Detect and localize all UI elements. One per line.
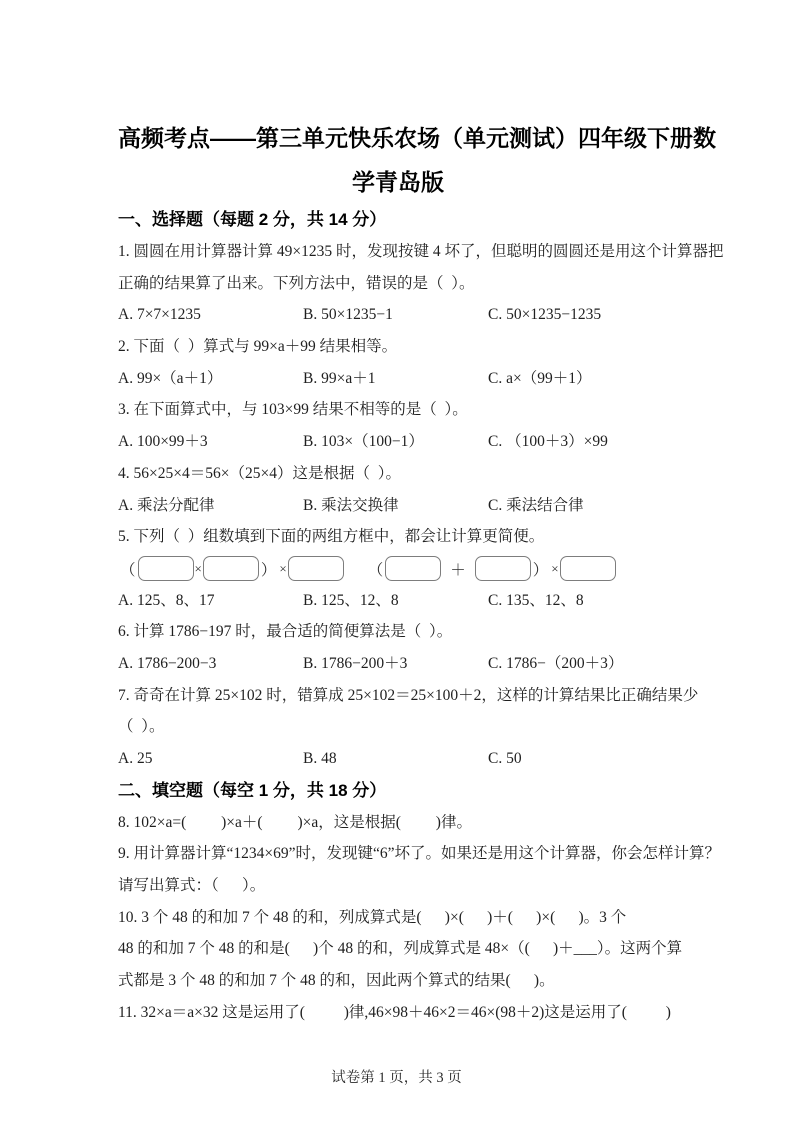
- question-5-options: [118, 585, 678, 617]
- question-10-line-2: 48 的和加 7 个 48 的和是( )个 48 的和，列成算式是 48×（( )＋___）。这两个算: [118, 940, 683, 958]
- question-3-text: 3. 在下面算式中，与 103×99 结果不相等的是（ ）。: [118, 401, 468, 419]
- blank-box-4: [385, 556, 441, 581]
- question-2-option-a: A. 99×（a＋1）: [118, 369, 223, 387]
- question-4-option-b: B. 乘法交换律: [303, 496, 399, 514]
- question-2-options: [118, 363, 678, 395]
- question-1-line-2: 正确的结果算了出来。下列方法中，错误的是（ ）。: [118, 274, 475, 292]
- multiply-sign: ×: [551, 560, 559, 576]
- question-7-option-b: B. 48: [303, 750, 337, 767]
- question-1-option-c: C. 50×1235−1235: [488, 306, 602, 324]
- multiply-sign: ×: [279, 560, 287, 576]
- question-6-text: 6. 计算 1786−197 时，最合适的简便算法是（ ）。: [118, 623, 453, 641]
- question-3-option-b: B. 103×（100−1）: [303, 433, 424, 451]
- question-7-options: [118, 743, 678, 775]
- question-2-text: 2. 下面（ ）算式与 99×a＋99 结果相等。: [118, 338, 398, 356]
- open-paren: （: [120, 561, 136, 579]
- multiply-sign: ×: [194, 560, 202, 576]
- blank-box-2: [203, 556, 259, 581]
- question-3-options: [118, 426, 678, 458]
- question-6-options: [118, 648, 678, 680]
- question-5-box-equation: [118, 553, 678, 585]
- question-8-text: 8. 102×a=( )×a＋( )×a，这是根据( )律。: [118, 813, 472, 831]
- blank-box-1: [138, 556, 194, 581]
- question-1-option-a: A. 7×7×1235: [118, 306, 201, 324]
- question-5-option-a: A. 125、8、17: [118, 591, 215, 609]
- page-title-line-2: 学青岛版: [352, 169, 444, 195]
- question-3-option-c: C. （100＋3）×99: [488, 433, 608, 451]
- question-7-option-a: A. 25: [118, 750, 153, 767]
- question-9-line-2: 请写出算式：（ ）。: [118, 877, 266, 895]
- question-3-option-a: A. 100×99＋3: [118, 433, 208, 451]
- page-content: [118, 0, 724, 1029]
- question-9-line-1: 9. 用计算器计算“1234×69”时，发现键“6”坏了。如果还是用这个计算器，你会怎样计算？: [118, 845, 721, 863]
- question-11-text: 11. 32×a＝a×32 这是运用了( )律,46×98＋46×2＝46×(98＋2)这是运用了( ): [118, 1003, 671, 1021]
- close-paren: ）: [260, 561, 277, 579]
- question-4-text: 4. 56×25×4＝56×（25×4）这是根据（ ）。: [118, 464, 401, 482]
- section-1-heading: 一、选择题（每题 2 分，共 14 分）: [118, 210, 387, 229]
- question-7-option-c: C. 50: [488, 750, 522, 767]
- question-4-option-a: A. 乘法分配律: [118, 496, 215, 514]
- question-6-option-b: B. 1786−200＋3: [303, 654, 408, 672]
- question-2-option-c: C. a×（99＋1）: [488, 369, 592, 387]
- question-10-line-1: 10. 3 个 48 的和加 7 个 48 的和，列成算式是( )×( )＋( )×( )。3 个: [118, 908, 627, 926]
- page-title-line-1: 高频考点——第三单元快乐农场（单元测试）四年级下册数: [118, 125, 716, 151]
- open-paren: （: [367, 561, 384, 579]
- question-6-option-c: C. 1786−（200＋3）: [488, 654, 624, 672]
- question-2-option-b: B. 99×a＋1: [303, 369, 376, 387]
- question-4-options: [118, 490, 678, 522]
- question-5-option-c: C. 135、12、8: [488, 591, 584, 609]
- question-5-text: 5. 下列（ ）组数填到下面的两组方框中，都会让计算更简便。: [118, 528, 545, 546]
- question-1-line-1: 1. 圆圆在用计算器计算 49×1235 时，发现按键 4 坏了，但聪明的圆圆还是用这个计算器把: [118, 243, 724, 260]
- close-paren: ）: [532, 561, 549, 579]
- question-4-option-c: C. 乘法结合律: [488, 496, 584, 514]
- page-footer: 试卷第 1 页，共 3 页: [331, 1070, 462, 1086]
- section-2-heading: 二、填空题（每空 1 分，共 18 分）: [118, 780, 387, 800]
- question-5-option-b: B. 125、12、8: [303, 591, 399, 609]
- question-7-line-1: 7. 奇奇在计算 25×102 时，错算成 25×102＝25×100＋2，这样的计算结果比正确结果少: [118, 686, 699, 704]
- blank-box-3: [288, 556, 344, 581]
- question-1-option-b: B. 50×1235−1: [303, 306, 393, 324]
- question-10-line-3: 式都是 3 个 48 的和加 7 个 48 的和，因此两个算式的结果( )。: [118, 972, 555, 990]
- question-6-option-a: A. 1786−200−3: [118, 654, 217, 672]
- question-7-line-2: （ ）。: [118, 718, 165, 736]
- question-1-options: [118, 299, 678, 331]
- blank-box-6: [560, 556, 616, 581]
- plus-sign: ＋: [450, 561, 466, 579]
- blank-box-5: [475, 556, 531, 581]
